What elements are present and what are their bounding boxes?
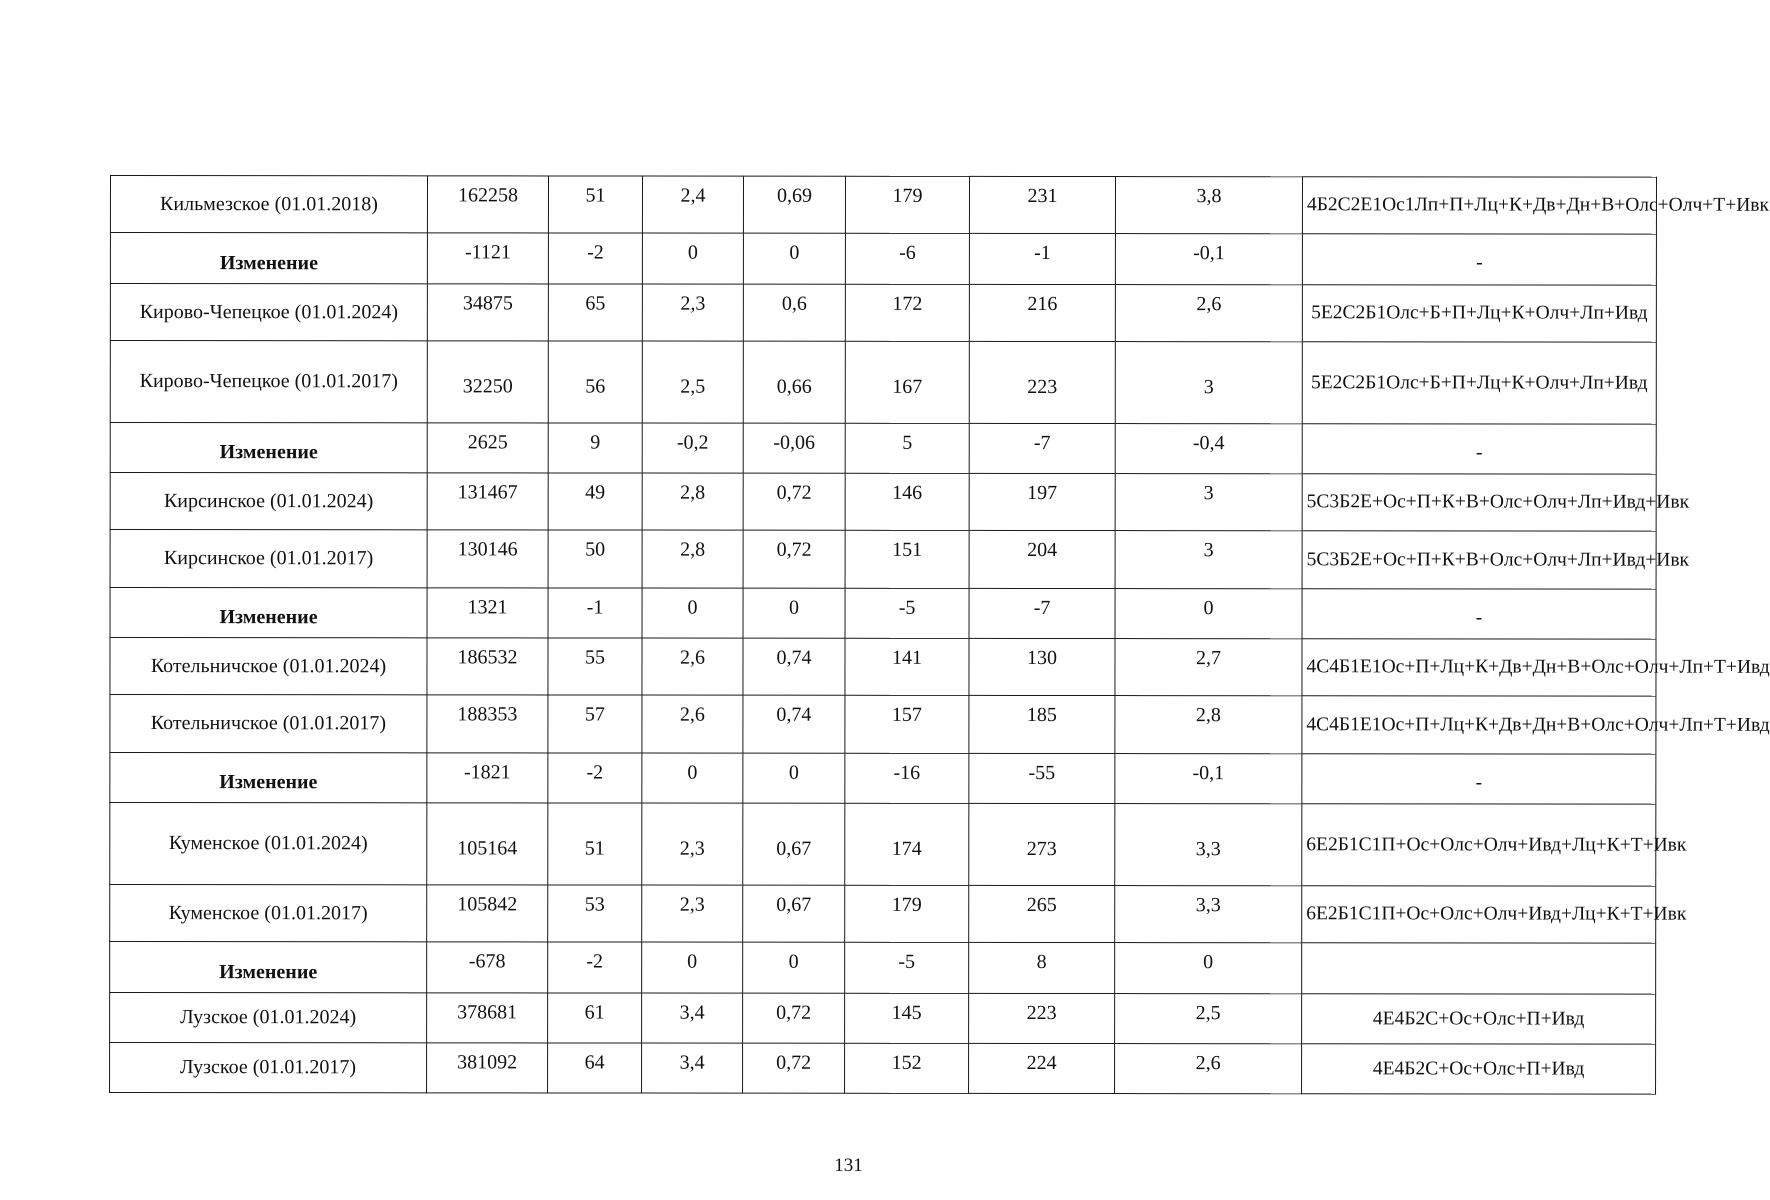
- value-cell: 130: [969, 638, 1115, 695]
- species-composition-cell: 4Е4Б2С+Ос+Олс+П+Ивд: [1302, 1044, 1656, 1094]
- forestry-data-table: [109, 175, 1770, 1095]
- value-cell: 188353: [427, 695, 548, 753]
- species-composition-cell: -: [1302, 234, 1656, 285]
- value-cell: 64: [548, 1043, 642, 1093]
- forestry-name-cell: Котельничское (01.01.2017): [110, 695, 427, 753]
- value-cell: -0,06: [743, 423, 845, 473]
- value-cell: 49: [548, 473, 642, 530]
- value-cell: 57: [548, 695, 642, 753]
- value-cell: 50: [548, 530, 642, 588]
- value-cell: -6: [845, 233, 969, 284]
- value-cell: -2: [548, 233, 642, 284]
- value-cell: 3,4: [642, 1043, 743, 1093]
- change-row: [110, 942, 1656, 995]
- value-cell: 167: [845, 341, 969, 423]
- value-cell: -1121: [427, 233, 548, 284]
- value-cell: 2,3: [642, 885, 743, 942]
- value-cell: 185: [969, 695, 1115, 753]
- value-cell: 0: [743, 588, 845, 638]
- value-cell: -0,4: [1115, 424, 1302, 474]
- value-cell: 0,69: [743, 176, 845, 233]
- change-label-cell: Изменение: [110, 753, 427, 803]
- value-cell: 216: [969, 284, 1115, 341]
- value-cell: 0,6: [743, 284, 845, 341]
- value-cell: 0,74: [743, 695, 845, 753]
- value-cell: 0,72: [743, 473, 845, 530]
- value-cell: 204: [969, 530, 1115, 588]
- species-composition-cell: -: [1302, 754, 1656, 804]
- value-cell: 130146: [427, 530, 548, 588]
- forestry-name-cell: Котельничское (01.01.2024): [110, 638, 427, 695]
- value-cell: -678: [427, 942, 548, 993]
- forestry-name-cell: Куменское (01.01.2024): [110, 803, 427, 885]
- forestry-name-cell: Лузское (01.01.2024): [110, 993, 427, 1043]
- value-cell: -1: [548, 588, 642, 638]
- change-label-cell: Изменение: [110, 423, 427, 473]
- species-composition-cell: -: [1302, 424, 1656, 474]
- species-composition-cell: 5Е2С2Б1Олс+Б+П+Лц+К+Олч+Лп+Ивд: [1302, 342, 1656, 424]
- value-cell: 162258: [427, 176, 548, 233]
- value-cell: 0: [1115, 943, 1302, 994]
- value-cell: 2,8: [642, 530, 743, 588]
- value-cell: -0,1: [1115, 754, 1302, 804]
- value-cell: 378681: [427, 993, 548, 1043]
- value-cell: 9: [548, 423, 642, 473]
- value-cell: 0,72: [743, 1043, 845, 1093]
- value-cell: 3,3: [1115, 804, 1302, 886]
- value-cell: 0: [743, 753, 845, 803]
- value-cell: 2,5: [642, 341, 743, 423]
- value-cell: 2,8: [1115, 696, 1302, 754]
- table-row: [110, 638, 1656, 697]
- forestry-name-cell: Кирсинское (01.01.2024): [110, 473, 427, 530]
- value-cell: 0,66: [743, 341, 845, 423]
- value-cell: 174: [845, 803, 969, 885]
- species-composition-cell: 5С3Б2Е+Ос+П+К+В+Олс+Олч+Лп+Ивд+Ивк: [1302, 474, 1656, 531]
- value-cell: 273: [969, 803, 1115, 885]
- value-cell: 197: [969, 473, 1115, 530]
- value-cell: -5: [845, 942, 969, 993]
- value-cell: 2,8: [642, 473, 743, 530]
- value-cell: -5: [845, 588, 969, 638]
- value-cell: 265: [969, 885, 1115, 942]
- value-cell: 105164: [427, 803, 548, 885]
- species-composition-cell: 5Е2С2Б1Олс+Б+П+Лц+К+Олч+Лп+Ивд: [1302, 285, 1656, 342]
- change-label-cell: Изменение: [110, 233, 427, 284]
- value-cell: 8: [969, 942, 1115, 993]
- value-cell: 105842: [427, 885, 548, 942]
- value-cell: -0,1: [1115, 234, 1302, 285]
- value-cell: -0,2: [642, 423, 743, 473]
- value-cell: 2,3: [642, 284, 743, 341]
- value-cell: 3: [1115, 474, 1302, 531]
- value-cell: -55: [969, 753, 1115, 803]
- forestry-name-cell: Лузское (01.01.2017): [110, 1043, 427, 1093]
- value-cell: 32250: [427, 341, 548, 423]
- value-cell: 5: [845, 423, 969, 473]
- species-composition-cell: [1302, 943, 1656, 994]
- value-cell: -1: [969, 233, 1115, 284]
- value-cell: -7: [969, 423, 1115, 473]
- value-cell: 0: [743, 942, 845, 993]
- value-cell: 0: [642, 753, 743, 803]
- value-cell: 0,74: [743, 638, 845, 695]
- value-cell: 2625: [427, 423, 548, 473]
- forestry-name-cell: Кирово-Чепецкое (01.01.2024): [110, 284, 427, 341]
- value-cell: 186532: [427, 638, 548, 695]
- value-cell: 0: [1115, 589, 1302, 639]
- value-cell: 223: [969, 341, 1115, 423]
- value-cell: 53: [548, 885, 642, 942]
- value-cell: -16: [845, 753, 969, 803]
- value-cell: -7: [969, 588, 1115, 638]
- page-number: 131: [834, 1155, 863, 1176]
- forestry-name-cell: Кирсинское (01.01.2017): [110, 530, 427, 588]
- value-cell: 179: [845, 176, 969, 233]
- value-cell: 56: [548, 341, 642, 423]
- species-composition-cell: 4Б2С2Е1Ос1Лп+П+Лц+К+Дв+Дн+В+Олс+Олч+Т+Ивк: [1302, 177, 1656, 234]
- value-cell: 151: [845, 530, 969, 588]
- value-cell: 231: [969, 176, 1115, 233]
- value-cell: 3,3: [1115, 886, 1302, 943]
- table-row: [110, 341, 1656, 425]
- forestry-name-cell: Куменское (01.01.2017): [110, 885, 427, 942]
- change-label-cell: Изменение: [110, 588, 427, 638]
- species-composition-cell: 5С3Б2Е+Ос+П+К+В+Олс+Олч+Лп+Ивд+Ивк: [1302, 531, 1656, 589]
- value-cell: 2,6: [1115, 1044, 1302, 1094]
- species-composition-cell: -: [1302, 589, 1656, 639]
- value-cell: 152: [845, 1043, 969, 1093]
- species-composition-cell: 4С4Б1Е1Ос+П+Лц+К+Дв+Дн+В+Олс+Олч+Лп+Т+Ивд: [1302, 696, 1656, 754]
- value-cell: 51: [548, 803, 642, 885]
- value-cell: -1821: [427, 753, 548, 803]
- value-cell: 34875: [427, 284, 548, 341]
- table-row: [110, 993, 1656, 1045]
- table-row: [110, 803, 1656, 887]
- value-cell: 224: [969, 1043, 1115, 1093]
- value-cell: 145: [845, 993, 969, 1043]
- value-cell: 131467: [427, 473, 548, 530]
- value-cell: 2,6: [642, 638, 743, 695]
- value-cell: 0,67: [743, 885, 845, 942]
- value-cell: 141: [845, 638, 969, 695]
- table-row: [110, 176, 1656, 235]
- value-cell: 1321: [427, 588, 548, 638]
- value-cell: 51: [548, 176, 642, 233]
- value-cell: 3: [1115, 531, 1302, 589]
- species-composition-cell: 4С4Б1Е1Ос+П+Лц+К+Дв+Дн+В+Олс+Олч+Лп+Т+Ивд: [1302, 639, 1656, 696]
- table-row: [110, 530, 1656, 590]
- value-cell: 3: [1115, 342, 1302, 424]
- species-composition-cell: 6Е2Б1С1П+Ос+Олс+Олч+Ивд+Лц+К+Т+Ивк: [1302, 886, 1656, 943]
- change-row: [110, 753, 1656, 805]
- change-label-cell: Изменение: [110, 942, 427, 993]
- value-cell: -2: [548, 753, 642, 803]
- table-row: [110, 885, 1656, 944]
- value-cell: 172: [845, 284, 969, 341]
- value-cell: 0,72: [743, 530, 845, 588]
- value-cell: 2,6: [1115, 285, 1302, 342]
- value-cell: 2,4: [642, 176, 743, 233]
- value-cell: 3,4: [642, 993, 743, 1043]
- value-cell: 381092: [427, 1043, 548, 1093]
- change-row: [110, 233, 1656, 286]
- value-cell: 0: [743, 233, 845, 284]
- value-cell: 157: [845, 695, 969, 753]
- value-cell: 0: [642, 233, 743, 284]
- value-cell: 2,7: [1115, 639, 1302, 696]
- value-cell: 0: [642, 942, 743, 993]
- value-cell: 0,67: [743, 803, 845, 885]
- value-cell: 61: [548, 993, 642, 1043]
- value-cell: 2,6: [642, 695, 743, 753]
- table-row: [110, 695, 1656, 755]
- value-cell: 3,8: [1115, 177, 1302, 234]
- value-cell: 2,3: [642, 803, 743, 885]
- species-composition-cell: 4Е4Б2С+Ос+Олс+П+Ивд: [1302, 994, 1656, 1044]
- change-row: [110, 588, 1656, 640]
- value-cell: 0: [642, 588, 743, 638]
- table-row: [110, 1043, 1656, 1095]
- value-cell: 0,72: [743, 993, 845, 1043]
- table-row: [110, 473, 1656, 532]
- change-row: [110, 423, 1656, 475]
- value-cell: 223: [969, 993, 1115, 1043]
- value-cell: 2,5: [1115, 994, 1302, 1044]
- forestry-name-cell: Кильмезское (01.01.2018): [110, 176, 427, 233]
- value-cell: 146: [845, 473, 969, 530]
- forestry-name-cell: Кирово-Чепецкое (01.01.2017): [110, 341, 427, 423]
- value-cell: 55: [548, 638, 642, 695]
- species-composition-cell: 6Е2Б1С1П+Ос+Олс+Олч+Ивд+Лц+К+Т+Ивк: [1302, 804, 1656, 886]
- value-cell: 179: [845, 885, 969, 942]
- table-row: [110, 284, 1656, 343]
- value-cell: -2: [548, 942, 642, 993]
- value-cell: 65: [548, 284, 642, 341]
